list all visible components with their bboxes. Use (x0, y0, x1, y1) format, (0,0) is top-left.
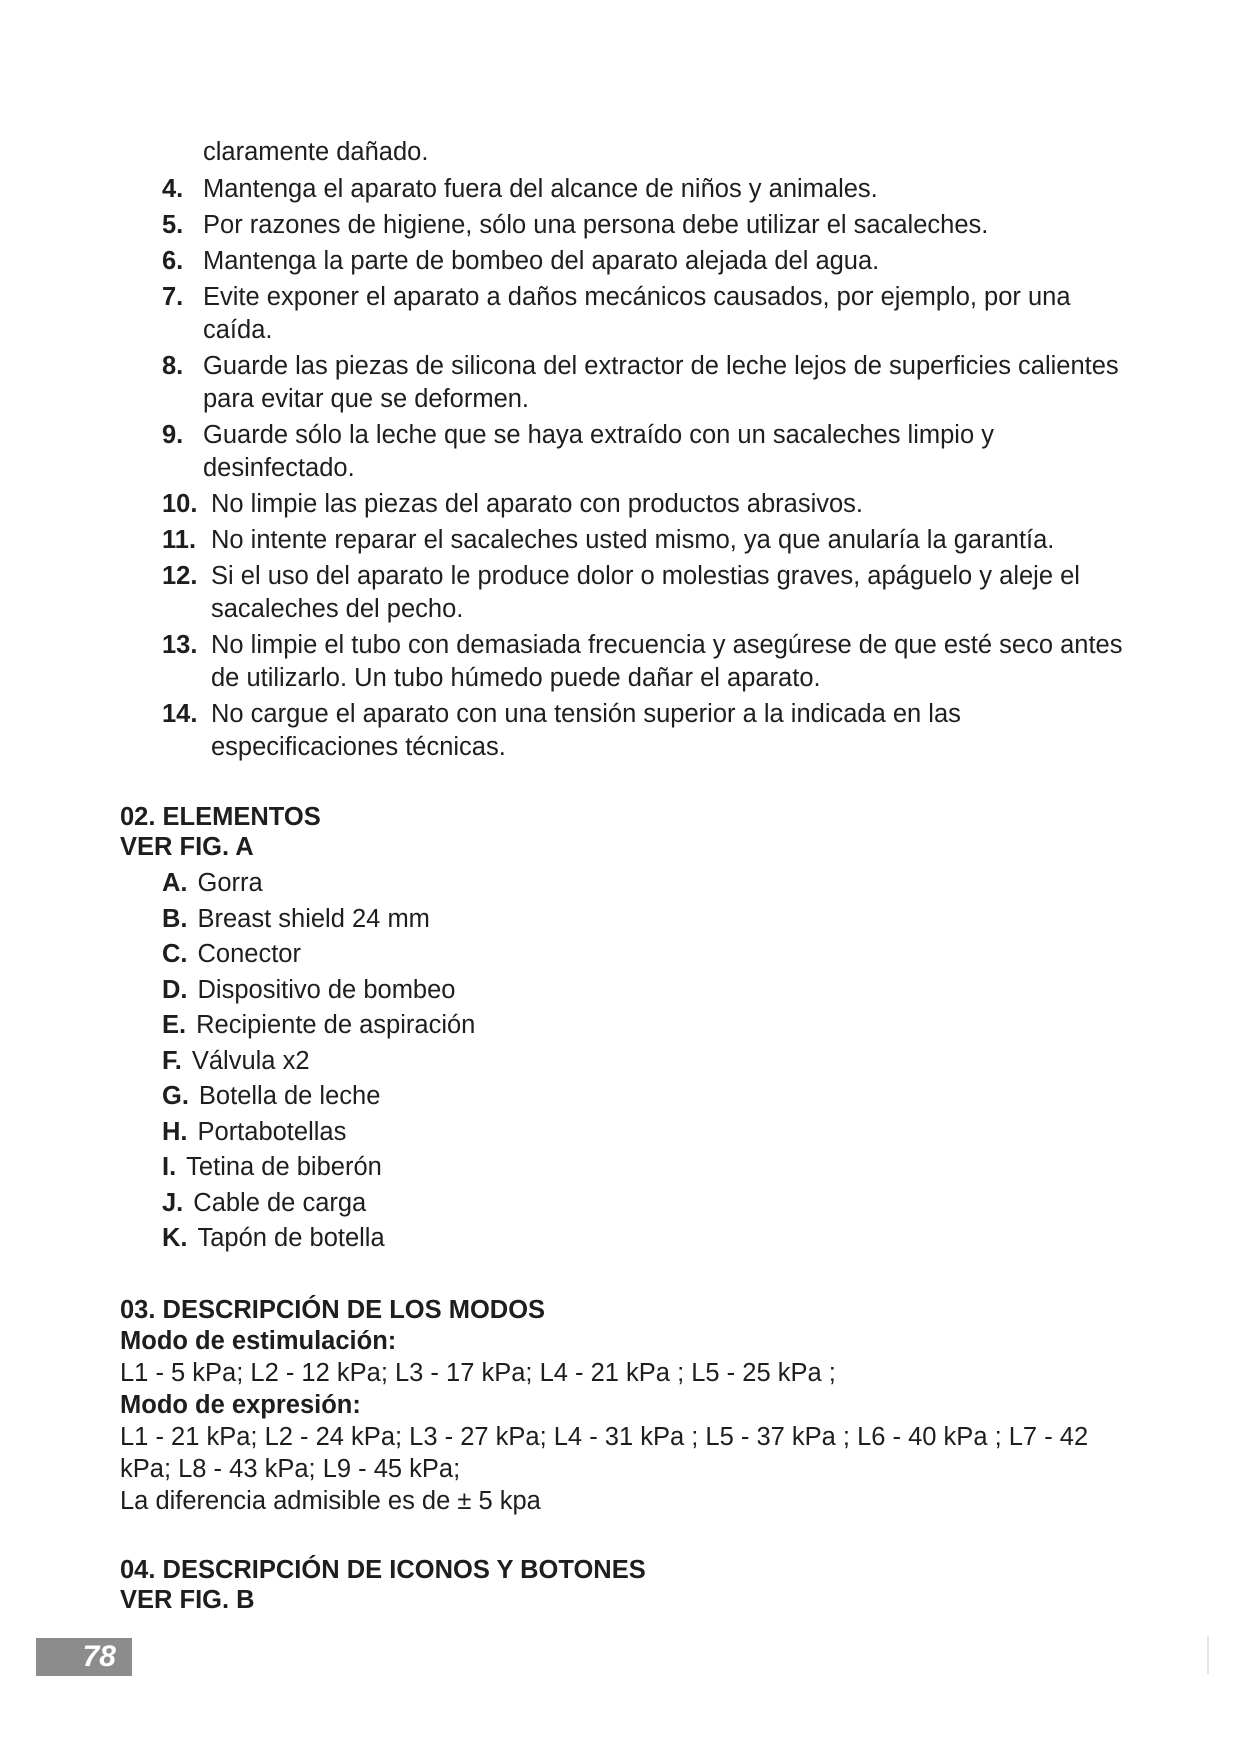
stimulation-mode-values: L1 - 5 kPa; L2 - 12 kPa; L3 - 17 kPa; L4 - 21 kPa ; L5 - 25 kPa ; (120, 1358, 836, 1387)
section-subtitle: VER FIG. A (120, 833, 254, 861)
item-text: Breast shield 24 mm (197, 904, 430, 933)
safety-item (120, 209, 1130, 242)
item-letter: F. (162, 1046, 182, 1075)
item-text: Mantenga la parte de bombeo del aparato alejada del agua. (203, 247, 880, 275)
safety-item (120, 281, 1130, 347)
expression-mode-values-line2: kPa; L8 - 43 kPa; L9 - 45 kPa; (120, 1454, 461, 1483)
item-number: 10. (162, 490, 198, 518)
list-item (120, 1186, 1130, 1222)
section-modes (120, 1295, 1130, 1517)
item-letter: H. (162, 1117, 188, 1146)
item-letter: J. (162, 1188, 184, 1217)
section-elements (120, 802, 1130, 1257)
section-title: 04. DESCRIPCIÓN DE ICONOS Y BOTONES (120, 1555, 646, 1584)
item-letter: B. (162, 904, 188, 933)
item-text: Guarde sólo la leche que se haya extraído con un sacaleches limpio y desinfectado. (203, 421, 994, 482)
item-text: Tapón de botella (197, 1224, 385, 1252)
list-item (120, 1008, 1130, 1044)
list-item (120, 937, 1130, 973)
item-text: No limpie las piezas del aparato con productos abrasivos. (211, 490, 864, 518)
item-letter: C. (162, 940, 188, 968)
list-item (120, 1221, 1130, 1257)
safety-item (120, 488, 1130, 521)
item-text: No limpie el tubo con demasiada frecuencia y asegúrese de que esté seco antes de utilizarlo. Un tubo húmedo puede dañar el aparato. (211, 631, 1123, 692)
list-item (120, 1079, 1130, 1115)
section-icons-buttons (120, 1555, 1130, 1615)
item-number: 12. (162, 562, 198, 590)
item-text: Guarde las piezas de silicona del extractor de leche lejos de superficies calientes para evitar que se deformen. (203, 352, 1119, 413)
list-item (120, 973, 1130, 1009)
section-title: 02. ELEMENTOS (120, 803, 321, 831)
elements-list (120, 866, 1130, 1257)
item-text: Cable de carga (193, 1188, 367, 1217)
list-item (120, 1115, 1130, 1151)
item-text: Gorra (197, 869, 263, 897)
section-title: 03. DESCRIPCIÓN DE LOS MODOS (120, 1295, 546, 1324)
item-text: Si el uso del aparato le produce dolor o molestias graves, apáguelo y aleje el sacaleches del pecho. (211, 562, 1080, 623)
item-letter: K. (162, 1224, 188, 1252)
item-number: 4. (162, 175, 184, 203)
edge-divider (1207, 1636, 1209, 1674)
safety-item (120, 419, 1130, 485)
item-letter: G. (162, 1082, 189, 1110)
item-text: Dispositivo de bombeo (197, 975, 456, 1004)
item-number: 9. (162, 421, 184, 449)
page-number: 78 (36, 1638, 132, 1676)
safety-item (120, 698, 1130, 764)
item-text: No cargue el aparato con una tensión superior a la indicada en las especificaciones técnicas. (211, 700, 961, 761)
expression-mode-values-line1: L1 - 21 kPa; L2 - 24 kPa; L3 - 27 kPa; L4 - 31 kPa ; L5 - 37 kPa ; L6 - 40 kPa ; L7 - 42 (120, 1422, 1089, 1451)
safety-item (120, 245, 1130, 278)
continued-text: claramente dañado. (203, 138, 429, 166)
list-item (120, 866, 1130, 902)
safety-item (120, 629, 1130, 695)
item-text: Mantenga el aparato fuera del alcance de niños y animales. (203, 175, 878, 203)
item-text: Evite exponer el aparato a daños mecánicos causados, por ejemplo, por una caída. (203, 283, 1071, 344)
item-letter: I. (162, 1153, 177, 1181)
list-item (120, 1044, 1130, 1080)
item-text: No intente reparar el sacaleches usted mismo, ya que anularía la garantía. (211, 526, 1055, 554)
item-letter: A. (162, 869, 188, 897)
item-letter: E. (162, 1011, 187, 1039)
item-number: 8. (162, 352, 184, 380)
safety-list (120, 173, 1130, 764)
safety-item (120, 173, 1130, 206)
list-item (120, 1150, 1130, 1186)
item-text: Tetina de biberón (186, 1153, 382, 1181)
item-number: 6. (162, 247, 184, 275)
item-text: Válvula x2 (191, 1046, 310, 1075)
item-number: 5. (162, 211, 184, 239)
stimulation-mode-label: Modo de estimulación: (120, 1326, 397, 1355)
item-letter: D. (162, 975, 188, 1004)
item-text: Portabotellas (197, 1117, 347, 1146)
safety-item (120, 560, 1130, 626)
item-text: Botella de leche (198, 1082, 381, 1110)
item-number: 7. (162, 283, 184, 311)
page-content (120, 136, 1130, 1615)
safety-item (120, 524, 1130, 557)
item-number: 14. (162, 700, 198, 728)
item-text: Por razones de higiene, sólo una persona debe utilizar el sacaleches. (203, 211, 989, 239)
safety-item (120, 350, 1130, 416)
item-text: Recipiente de aspiración (196, 1011, 476, 1039)
item-text: Conector (197, 940, 301, 968)
expression-mode-label: Modo de expresión: (120, 1390, 361, 1419)
tolerance-note: La diferencia admisible es de ± 5 kpa (120, 1486, 541, 1515)
item-number: 13. (162, 631, 198, 659)
list-item (120, 902, 1130, 938)
section-subtitle: VER FIG. B (120, 1585, 255, 1614)
item-number: 11. (162, 526, 197, 554)
